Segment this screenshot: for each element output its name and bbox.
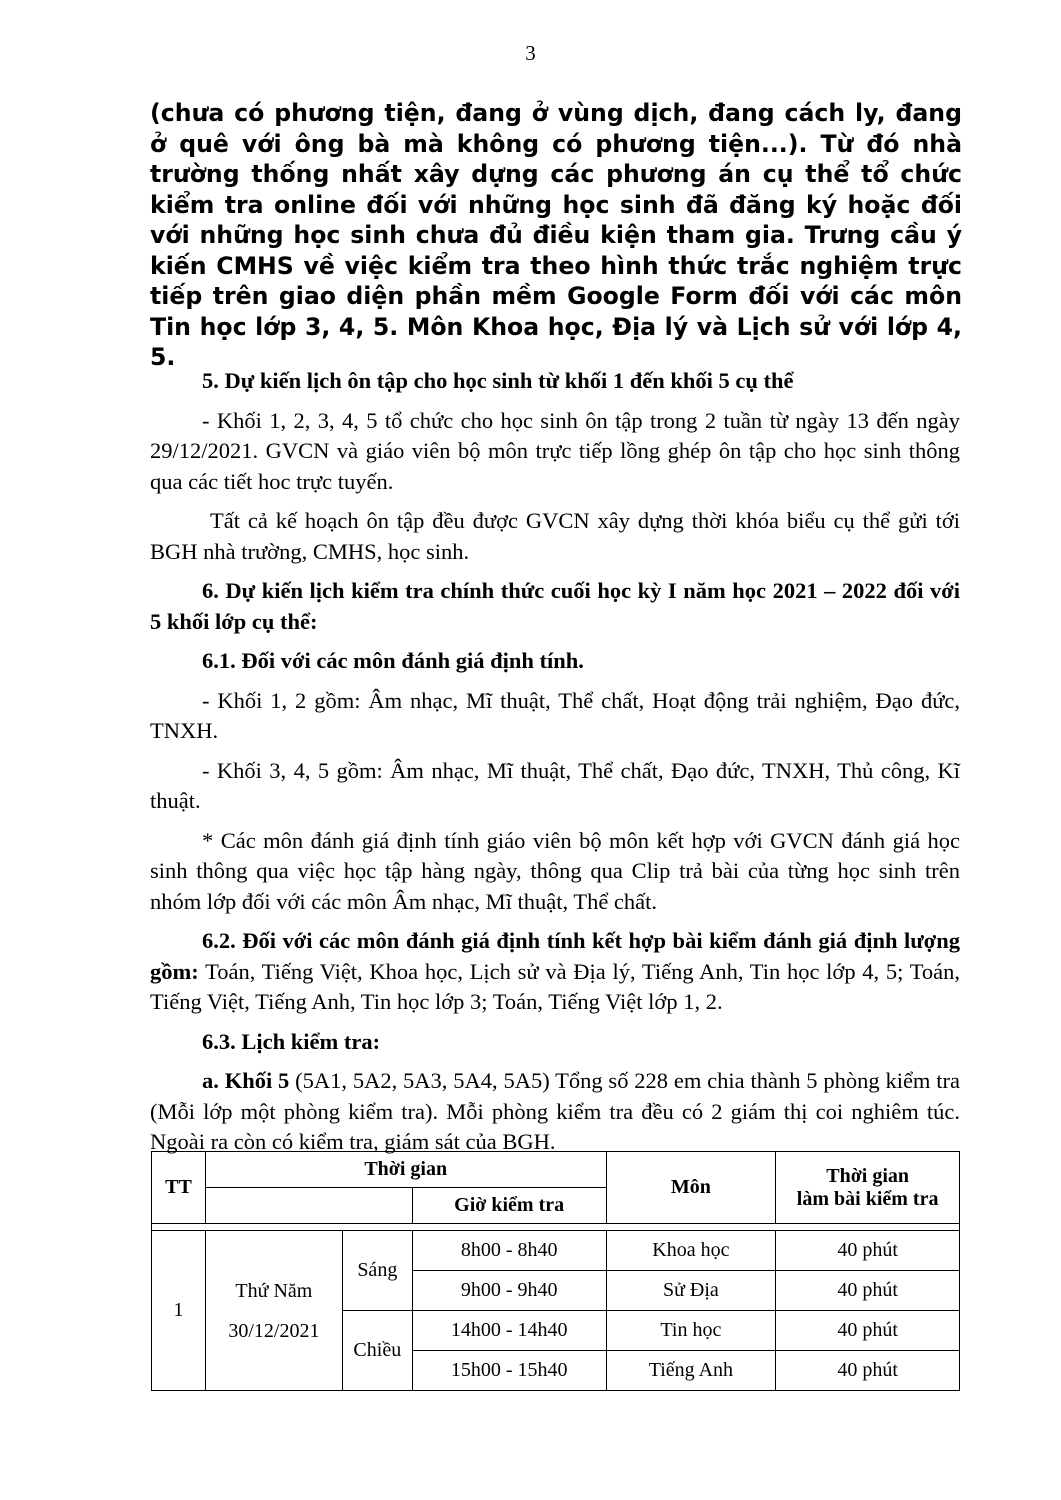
page-number: 3 (525, 41, 536, 65)
header-mon: Môn (606, 1152, 776, 1224)
cell-duration: 40 phút (776, 1271, 960, 1311)
header-blank (205, 1188, 412, 1224)
cell-day-line-1: Thứ Năm (235, 1279, 313, 1302)
section-6-2-heading: 6.2. Đối với các môn đánh giá định tính kết hợp bài kiểm đánh giá định lượng gồm: (150, 928, 960, 984)
exam-schedule-table (151, 1151, 960, 1391)
section-6-3-heading: 6.3. Lịch kiểm tra: (202, 1028, 381, 1054)
cell-duration: 40 phút (776, 1231, 960, 1271)
section-6-1-heading: 6.1. Đối với các môn đánh giá định tính. (202, 648, 584, 673)
cell-tt: 1 (152, 1231, 206, 1391)
section-6-heading: 6. Dự kiến lịch kiểm tra chính thức cuối học kỳ I năm học 2021 – 2022 đối với 5 khối lớp cụ thể: (150, 578, 960, 634)
document-body (150, 366, 960, 1167)
header-thoi-gian: Thời gian (205, 1152, 606, 1188)
cell-time: 15h00 - 15h40 (412, 1351, 606, 1391)
cell-subject: Sử Địa (606, 1271, 776, 1311)
cell-time: 14h00 - 14h40 (412, 1311, 606, 1351)
section-5-heading: 5. Dự kiến lịch ôn tập cho học sinh từ khối 1 đến khối 5 cụ thể (202, 368, 794, 393)
section-6-3-a-label: a. Khối 5 (202, 1068, 290, 1093)
section-6-1-paragraph-1: - Khối 1, 2 gồm: Âm nhạc, Mĩ thuật, Thể chất, Hoạt động trải nghiệm, Đạo đức, TNXH. (150, 687, 960, 743)
header-duration-line-1: Thời gian (826, 1164, 910, 1187)
table-row (152, 1231, 960, 1271)
section-6-3-a-paragraph (150, 1066, 960, 1158)
header-duration (776, 1152, 960, 1224)
section-6-2-text: Toán, Tiếng Việt, Khoa học, Lịch sử và Địa lý, Tiếng Anh, Tin học lớp 4, 5; Toán, Tiếng Việt, Tiếng Anh, Tin học lớp 3; Toán, Tiếng Việt lớp 1, 2. (150, 958, 960, 1014)
cell-duration: 40 phút (776, 1351, 960, 1391)
table-header-row (152, 1152, 960, 1188)
header-tt: TT (152, 1152, 206, 1224)
header-gio-kiem-tra: Giờ kiểm tra (412, 1188, 606, 1224)
section-6-1-paragraph-3: * Các môn đánh giá định tính giáo viên bộ môn kết hợp với GVCN đánh giá học sinh thông qua việc học tập hàng ngày, thông qua Clip trả bài của từng học sinh trên nhóm lớp đối với các môn Âm nhạc, Mĩ thuật, Thể chất. (150, 827, 960, 914)
cell-day (205, 1231, 342, 1391)
table-gap-row (152, 1224, 960, 1231)
cell-day-line-2: 30/12/2021 (228, 1319, 320, 1342)
cell-duration: 40 phút (776, 1311, 960, 1351)
cell-time: 8h00 - 8h40 (412, 1231, 606, 1271)
section-5-paragraph-2: Tất cả kế hoạch ôn tập đều được GVCN xây dựng thời khóa biểu cụ thể gửi tới BGH nhà trường, CMHS, học sinh. (150, 508, 960, 564)
section-5-paragraph-1: - Khối 1, 2, 3, 4, 5 tổ chức cho học sinh ôn tập trong 2 tuần từ ngày 13 đến ngày 29/12/2021. GVCN và giáo viên bộ môn trực tiếp lồng ghép ôn tập cho học sinh thông qua các tiết hoc trực tuyến. (150, 407, 960, 494)
cell-subject: Khoa học (606, 1231, 776, 1271)
header-duration-line-2: làm bài kiểm tra (796, 1187, 939, 1210)
section-6-1-paragraph-2: - Khối 3, 4, 5 gồm: Âm nhạc, Mĩ thuật, Thể chất, Đạo đức, TNXH, Thủ công, Kĩ thuật. (150, 757, 960, 813)
section-6-2-paragraph (150, 926, 960, 1018)
gap-cell (152, 1224, 960, 1231)
cell-session-afternoon: Chiều (342, 1311, 412, 1391)
cell-subject: Tiếng Anh (606, 1351, 776, 1391)
cell-subject: Tin học (606, 1311, 776, 1351)
cell-time: 9h00 - 9h40 (412, 1271, 606, 1311)
section-6-3-a-text: (5A1, 5A2, 5A3, 5A4, 5A5) Tổng số 228 em chia thành 5 phòng kiểm tra (Mỗi lớp một phòng kiểm tra). Mỗi phòng kiểm tra đều có 2 giám thị coi nghiêm túc. Ngoài ra còn có kiểm tra, giám sát của BGH. (150, 1068, 960, 1154)
cell-session-morning: Sáng (342, 1231, 412, 1311)
bold-paragraph: (chưa có phương tiện, đang ở vùng dịch, đang cách ly, đang ở quê với ông bà mà không có phương tiện...). Từ đó nhà trường thống nhất xây dựng các phương án cụ thể tổ chức kiểm tra online đối với những học sinh đã đăng ký hoặc đối với những học sinh chưa đủ điều kiện tham gia. Trưng cầu ý kiến CMHS về việc kiểm tra theo hình thức trắc nghiệm trực tiếp trên giao diện phần mềm Google Form đối với các môn Tin học lớp 3, 4, 5. Môn Khoa học, Địa lý và Lịch sử với lớp 4, 5. (150, 99, 962, 371)
